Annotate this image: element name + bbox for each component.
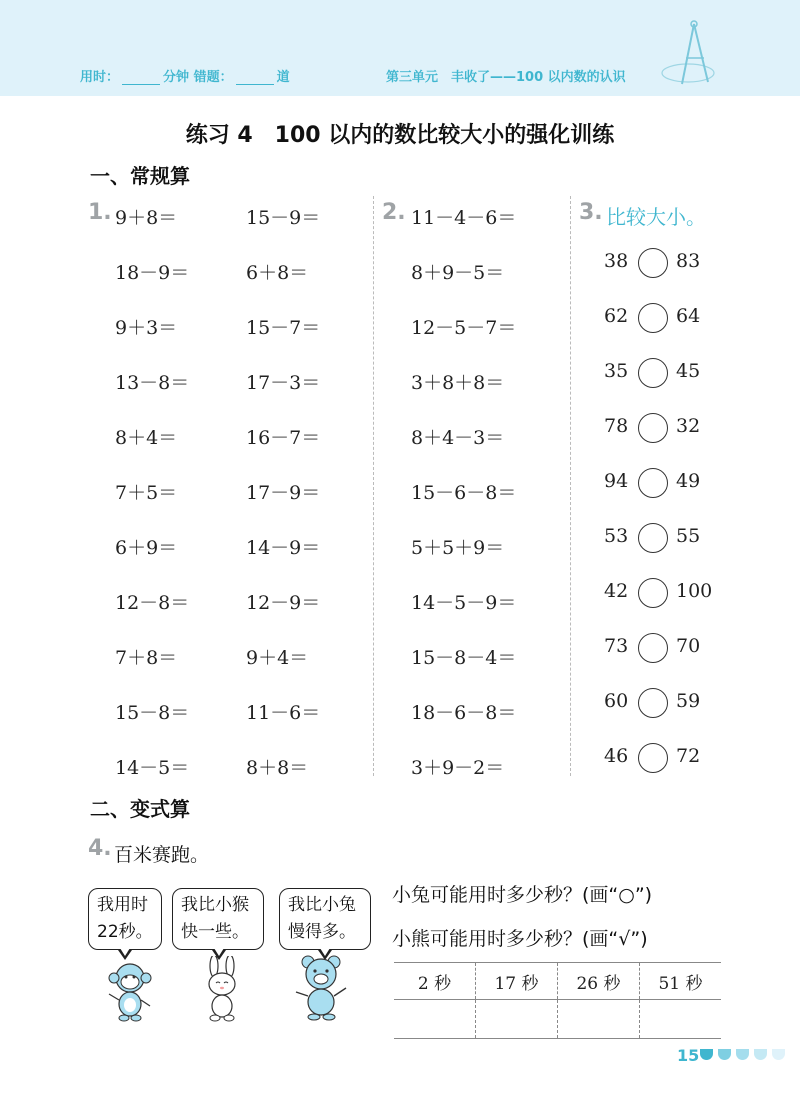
compare-right-number: 45: [676, 360, 701, 382]
compare-row: [604, 248, 734, 278]
compare-left-number: 60: [604, 690, 629, 712]
q1-number: 1.: [88, 200, 112, 225]
compare-answer-circle[interactable]: [638, 743, 668, 773]
q1-expression[interactable]: 16－7＝: [246, 427, 321, 449]
q2-expression[interactable]: 12－5－7＝: [411, 317, 517, 339]
decor-heart-icon: [772, 1049, 785, 1060]
q2-expression[interactable]: 11－4－6＝: [411, 207, 517, 229]
error-blank[interactable]: [236, 72, 274, 85]
q1-expression[interactable]: 8＋8＝: [246, 757, 309, 779]
compare-right-number: 72: [676, 745, 701, 767]
q1-expression[interactable]: 7＋5＝: [115, 482, 178, 504]
q4-number: 4.: [88, 836, 112, 861]
bear-illustration: [290, 952, 354, 1022]
bubble-line: 我比小猴: [181, 895, 249, 915]
q1-expression[interactable]: 18－9＝: [115, 262, 190, 284]
monkey-illustration: [100, 960, 160, 1022]
decor-heart-icon: [718, 1049, 731, 1060]
speech-bubble-bear: [279, 888, 371, 950]
option-cell: 26 秒: [558, 963, 640, 1000]
q1-expression[interactable]: 15－7＝: [246, 317, 321, 339]
bubble-line: 我比小兔: [288, 895, 356, 915]
compare-left-number: 78: [604, 415, 629, 437]
compare-right-number: 100: [676, 580, 713, 602]
q1-expression[interactable]: 17－3＝: [246, 372, 321, 394]
header-time-error: [80, 66, 290, 85]
q1-expression[interactable]: 13－8＝: [115, 372, 190, 394]
speech-bubble-monkey: [88, 888, 162, 950]
q4-text: 百米赛跑。: [114, 844, 210, 866]
compare-answer-circle[interactable]: [638, 303, 668, 333]
options-row: [394, 963, 721, 1000]
compare-left-number: 46: [604, 745, 629, 767]
decor-heart-icon: [736, 1049, 749, 1060]
bubble-line: 慢得多。: [288, 922, 356, 942]
compare-right-number: 32: [676, 415, 701, 437]
option-cell: 51 秒: [640, 963, 722, 1000]
compare-left-number: 62: [604, 305, 629, 327]
bubble-line: 快一些。: [181, 922, 249, 942]
answer-table: [394, 962, 721, 1039]
column-divider: [570, 196, 571, 776]
compare-left-number: 53: [604, 525, 629, 547]
q1-expression[interactable]: 14－5＝: [115, 757, 190, 779]
column-divider: [373, 196, 374, 776]
option-cell: 2 秒: [394, 963, 476, 1000]
compare-right-number: 83: [676, 250, 701, 272]
q1-expression[interactable]: 12－8＝: [115, 592, 190, 614]
mark-cell[interactable]: [476, 1000, 558, 1039]
mark-cell[interactable]: [558, 1000, 640, 1039]
time-label: 用时：: [80, 70, 120, 85]
unit-title: 第三单元 丰收了——100 以内数的认识: [386, 70, 626, 85]
compare-row: [604, 688, 734, 718]
compare-right-number: 55: [676, 525, 701, 547]
compare-left-number: 35: [604, 360, 629, 382]
q2-expression[interactable]: 5＋5＋9＝: [411, 537, 505, 559]
q2-expression[interactable]: 18－6－8＝: [411, 702, 517, 724]
compare-answer-circle[interactable]: [638, 633, 668, 663]
rabbit-illustration: [194, 956, 250, 1022]
error-label: 错题：: [193, 70, 233, 85]
q1-expression[interactable]: 8＋4＝: [115, 427, 178, 449]
q1-expression[interactable]: 15－9＝: [246, 207, 321, 229]
compare-row: [604, 413, 734, 443]
question-bear: 小熊可能用时多少秒？(画“√”): [392, 928, 648, 950]
marks-row: [394, 1000, 721, 1039]
q2-expression[interactable]: 3＋9－2＝: [411, 757, 505, 779]
q1-expression[interactable]: 6＋9＝: [115, 537, 178, 559]
option-cell: 17 秒: [476, 963, 558, 1000]
q2-expression[interactable]: 8＋9－5＝: [411, 262, 505, 284]
mark-cell[interactable]: [640, 1000, 722, 1039]
q3-label: 比较大小。: [606, 205, 706, 229]
minute-unit: 分钟: [163, 70, 190, 85]
q1-expression[interactable]: 11－6＝: [246, 702, 321, 724]
q1-expression[interactable]: 14－9＝: [246, 537, 321, 559]
speech-bubble-rabbit: [172, 888, 264, 950]
compass-icon: [660, 18, 720, 88]
compare-row: [604, 468, 734, 498]
bubble-line: 22秒。: [97, 922, 153, 942]
compare-right-number: 49: [676, 470, 701, 492]
compare-left-number: 42: [604, 580, 629, 602]
compare-left-number: 38: [604, 250, 629, 272]
question-rabbit: 小兔可能用时多少秒？(画“○”): [392, 884, 653, 906]
q1-expression[interactable]: 7＋8＝: [115, 647, 178, 669]
mark-cell[interactable]: [394, 1000, 476, 1039]
page-number: 15: [677, 1046, 700, 1065]
q2-expression[interactable]: 15－6－8＝: [411, 482, 517, 504]
decor-heart-icon: [700, 1049, 713, 1060]
q2-expression[interactable]: 14－5－9＝: [411, 592, 517, 614]
time-blank[interactable]: [122, 72, 160, 85]
compare-row: [604, 633, 734, 663]
compare-answer-circle[interactable]: [638, 248, 668, 278]
q1-expression[interactable]: 9＋4＝: [246, 647, 309, 669]
q1-expression[interactable]: 9＋8＝: [115, 207, 178, 229]
compare-answer-circle[interactable]: [638, 358, 668, 388]
q1-expression[interactable]: 17－9＝: [246, 482, 321, 504]
compare-left-number: 94: [604, 470, 629, 492]
q1-expression[interactable]: 15－8＝: [115, 702, 190, 724]
q2-expression[interactable]: 15－8－4＝: [411, 647, 517, 669]
bubble-line: 我用时: [97, 895, 148, 915]
decor-heart-icon: [754, 1049, 767, 1060]
compare-row: [604, 578, 734, 608]
compare-row: [604, 303, 734, 333]
compare-right-number: 59: [676, 690, 701, 712]
q1-expression[interactable]: 9＋3＝: [115, 317, 178, 339]
compare-left-number: 73: [604, 635, 629, 657]
error-unit: 道: [276, 70, 290, 85]
section-routine: 一、常规算: [90, 164, 190, 188]
compare-answer-circle[interactable]: [638, 688, 668, 718]
q1-expression[interactable]: 12－9＝: [246, 592, 321, 614]
compare-row: [604, 743, 734, 773]
q2-number: 2.: [382, 200, 406, 225]
compare-answer-circle[interactable]: [638, 523, 668, 553]
q1-expression[interactable]: 6＋8＝: [246, 262, 309, 284]
compare-answer-circle[interactable]: [638, 578, 668, 608]
compare-row: [604, 358, 734, 388]
compare-answer-circle[interactable]: [638, 413, 668, 443]
compare-right-number: 70: [676, 635, 701, 657]
q3-number: 3.: [579, 200, 603, 225]
section-variant: 二、变式算: [90, 797, 190, 821]
bubble-tail: [118, 950, 132, 960]
q2-expression[interactable]: 3＋8＋8＝: [411, 372, 505, 394]
compare-right-number: 64: [676, 305, 701, 327]
compare-row: [604, 523, 734, 553]
compare-answer-circle[interactable]: [638, 468, 668, 498]
page-title: 练习 4 100 以内的数比较大小的强化训练: [185, 123, 615, 148]
q2-expression[interactable]: 8＋4－3＝: [411, 427, 505, 449]
